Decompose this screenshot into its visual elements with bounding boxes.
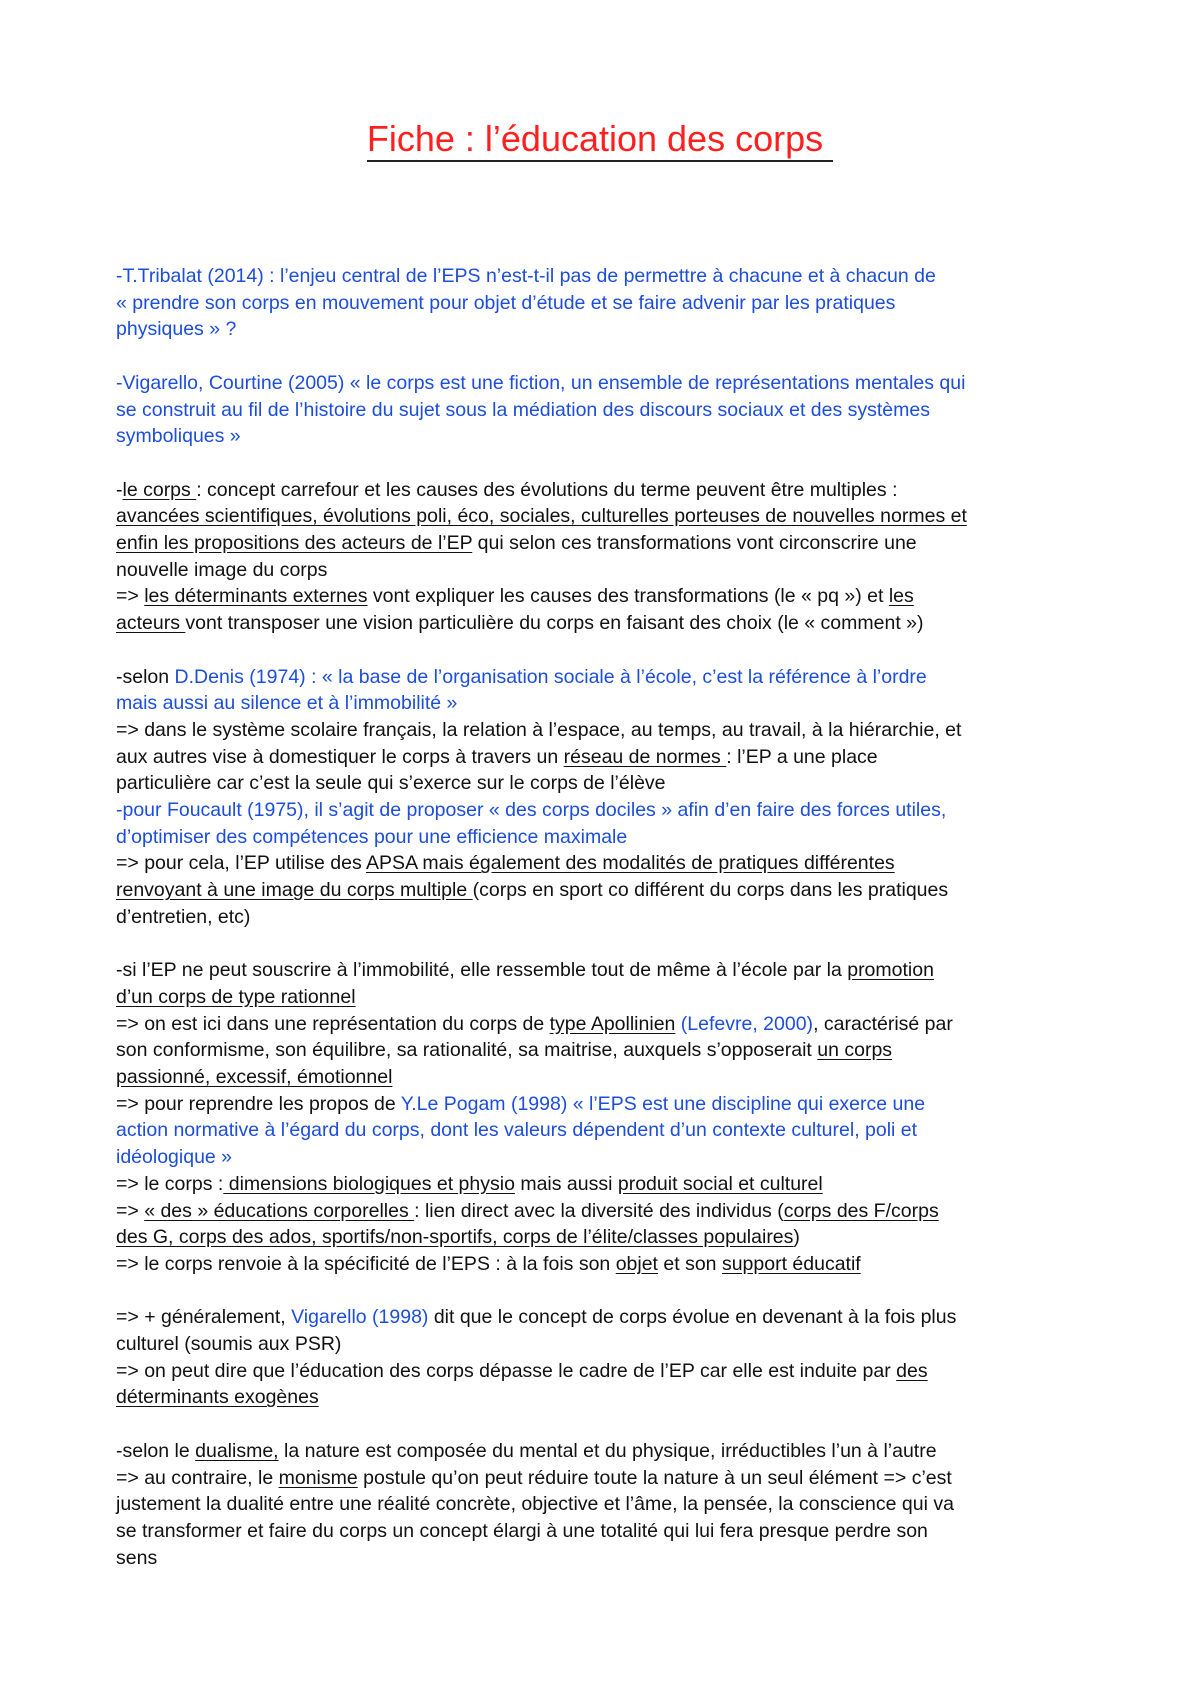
text-line: action normative à l’égard du corps, dont les valeurs dépendent d’un contexte culturel, poli et xyxy=(116,1119,918,1142)
underlined-term: des xyxy=(896,1359,928,1382)
underlined-term: avancées scientifiques, évolutions poli, éco, sociales, culturelles porteuses de nouvelles normes et xyxy=(116,505,967,528)
text-line xyxy=(116,1358,1106,1385)
text-line: -Vigarello, Courtine (2005) « le corps est une fiction, un ensemble de représentations mentales qui xyxy=(116,371,966,394)
underlined-term: un corps xyxy=(817,1039,893,1062)
text-line xyxy=(116,477,1106,504)
text-span: : l’EP a une place xyxy=(726,745,878,768)
underlined-term: produit social et culturel xyxy=(617,1172,823,1195)
text-span: => le corps renvoie à la spécificité de l’EPS : à la fois son xyxy=(116,1252,616,1275)
underlined-term: acteurs xyxy=(116,612,186,635)
text-line: mais aussi au silence et à l’immobilité » xyxy=(116,692,458,715)
underlined-term: d’un corps de type rationnel xyxy=(116,985,356,1008)
text-span: : lien direct avec la diversité des individus ( xyxy=(414,1199,784,1222)
text-span: -selon le xyxy=(116,1439,196,1462)
underlined-term: APSA mais également des modalités de pratiques différentes xyxy=(366,852,895,875)
text-span: aux autres vise à domestiquer le corps à travers un xyxy=(116,745,564,768)
text-line xyxy=(116,1465,1106,1492)
underlined-term: passionné, excessif, émotionnel xyxy=(116,1066,393,1089)
text-span: : concept carrefour et les causes des évolutions du terme peuvent être multiples : xyxy=(196,478,898,501)
text-span: => pour cela, l’EP utilise des xyxy=(116,852,367,875)
paragraph-le-corps xyxy=(116,477,1106,637)
underlined-term: renvoyant à une image du corps multiple xyxy=(116,879,473,902)
text-span: -selon xyxy=(116,665,175,688)
text-span: => on est ici dans une représentation du corps de xyxy=(116,1012,550,1035)
text-line xyxy=(116,1198,1106,1225)
text-line: -T.Tribalat (2014) : l’enjeu central de l’EPS n’est-t-il pas de permettre à chacune et à chacun de xyxy=(116,265,936,287)
text-line: idéologique » xyxy=(116,1146,233,1169)
paragraph-denis-foucault xyxy=(116,664,1106,931)
text-line: -pour Foucault (1975), il s’agit de proposer « des corps dociles » afin d’en faire des forces utiles, xyxy=(116,799,947,822)
quote-span: D.Denis (1974) : « la base de l’organisation sociale à l’école, c’est la référence à l’ordre xyxy=(174,665,927,688)
text-span: postule qu’on peut réduire toute la nature à un seul élément => c’est xyxy=(357,1466,952,1489)
text-span: => xyxy=(116,1199,145,1222)
text-line: physiques » ? xyxy=(116,318,237,341)
underlined-term: les déterminants externes xyxy=(144,585,368,608)
document-body xyxy=(116,263,1106,1571)
text-line: symboliques » xyxy=(116,425,241,448)
underlined-term: enfin les propositions des acteurs de l’EP xyxy=(116,532,473,554)
text-line xyxy=(116,583,1106,610)
paragraph-corps-rationnel xyxy=(116,957,1106,1277)
text-span: -si l’EP ne peut souscrire à l’immobilité, elle ressemble tout de même à l’école par la xyxy=(116,959,848,982)
underlined-term: corps des F/corps xyxy=(783,1199,939,1222)
underlined-term: objet xyxy=(615,1252,658,1275)
text-span: - xyxy=(116,478,123,501)
text-line: d’optimiser des compétences pour une efficience maximale xyxy=(116,825,628,848)
text-span: , caractérisé par xyxy=(813,1012,953,1035)
text-span: => le corps : xyxy=(116,1172,224,1195)
text-span: vont transposer une vision particulière du corps en faisant des choix (le « comment ») xyxy=(185,612,924,635)
text-span: => + généralement, xyxy=(116,1306,292,1329)
text-span: son conformisme, son équilibre, sa rationalité, sa maitrise, auxquels s’opposerait xyxy=(116,1039,818,1062)
text-line xyxy=(116,1251,1106,1278)
text-line: se construit au fil de l’histoire du sujet sous la médiation des discours sociaux et des systèmes xyxy=(116,398,930,421)
underlined-term: le corps xyxy=(122,478,197,501)
text-line xyxy=(116,850,1106,877)
text-span: vont expliquer les causes des transformations (le « pq ») et xyxy=(367,585,889,608)
text-span: => xyxy=(116,585,145,608)
text-span: ) xyxy=(793,1226,800,1249)
text-line xyxy=(116,1438,1106,1465)
text-line: se transformer et faire du corps un concept élargi à une totalité qui lui fera presque perdre son xyxy=(116,1519,928,1542)
text-line xyxy=(116,744,1106,771)
text-line xyxy=(116,1384,1106,1411)
text-line xyxy=(116,1224,1106,1251)
underlined-term: dimensions biologiques et physio xyxy=(223,1172,515,1195)
text-line xyxy=(116,1171,1106,1198)
text-line: justement la dualité entre une réalité concrète, objective et l’âme, la pensée, la conscience qui va xyxy=(116,1493,954,1516)
underlined-term: déterminants exogènes xyxy=(116,1386,319,1409)
text-line xyxy=(116,530,1106,557)
text-line xyxy=(116,1091,1106,1118)
text-line: particulière car c’est la seule qui s’exerce sur le corps de l’élève xyxy=(116,772,666,795)
text-span: => pour reprendre les propos de xyxy=(116,1092,401,1115)
underlined-term: promotion xyxy=(847,959,934,982)
quote-span: Y.Le Pogam (1998) « l’EPS est une discipline qui exerce une xyxy=(400,1092,926,1115)
text-line xyxy=(116,1064,1106,1091)
text-line xyxy=(116,984,1106,1011)
underlined-term: dualisme, xyxy=(195,1439,279,1462)
text-line: => dans le système scolaire français, la relation à l’espace, au temps, au travail, à la hiérarchie, et xyxy=(116,718,962,741)
text-line xyxy=(116,1011,1106,1038)
underlined-term: réseau de normes xyxy=(563,745,727,768)
text-line: sens xyxy=(116,1546,158,1569)
document-title xyxy=(0,116,1200,162)
underlined-term: type Apollinien xyxy=(549,1012,676,1035)
underlined-term: support éducatif xyxy=(721,1252,861,1275)
text-span: dit que le concept de corps évolue en devenant à la fois plus xyxy=(428,1306,957,1329)
quote-span: (Lefevre, 2000) xyxy=(675,1012,814,1035)
text-span: qui selon ces transformations vont circonscrire une xyxy=(472,532,917,554)
text-span: la nature est composée du mental et du physique, irréductibles l’un à l’autre xyxy=(278,1439,937,1462)
text-span: mais aussi xyxy=(514,1172,618,1195)
text-line: culturel (soumis aux PSR) xyxy=(116,1333,342,1356)
text-line xyxy=(116,1304,1106,1331)
paragraph-dualisme-monisme xyxy=(116,1438,1106,1572)
text-line: « prendre son corps en mouvement pour objet d’étude et se faire advenir par les pratiques xyxy=(116,291,896,314)
paragraph-tribalat xyxy=(116,263,1106,343)
paragraph-vigarello-courtine xyxy=(116,370,1106,450)
quote-span: Vigarello (1998) xyxy=(291,1306,429,1329)
underlined-term: les xyxy=(888,585,914,608)
text-line: nouvelle image du corps xyxy=(116,558,328,581)
text-line xyxy=(116,1037,1106,1064)
text-span: et son xyxy=(657,1252,722,1275)
underlined-term: des G, corps des ados, sportifs/non-sportifs, corps de l’élite/classes populaires xyxy=(116,1226,794,1249)
text-line xyxy=(116,664,1106,691)
text-span: => on peut dire que l’éducation des corps dépasse le cadre de l’EP car elle est induite par xyxy=(116,1359,897,1382)
text-line xyxy=(116,877,1106,904)
text-line xyxy=(116,503,1106,530)
paragraph-vigarello-1998 xyxy=(116,1304,1106,1411)
underlined-term: monisme xyxy=(278,1466,358,1489)
text-line xyxy=(116,610,1106,637)
text-line xyxy=(116,957,1106,984)
text-span: => au contraire, le xyxy=(116,1466,279,1489)
title-text: Fiche : l’éducation des corps xyxy=(367,118,833,162)
text-line: d’entretien, etc) xyxy=(116,905,251,928)
underlined-term: « des » éducations corporelles xyxy=(144,1199,415,1222)
text-span: (corps en sport co différent du corps dans les pratiques xyxy=(472,879,949,902)
